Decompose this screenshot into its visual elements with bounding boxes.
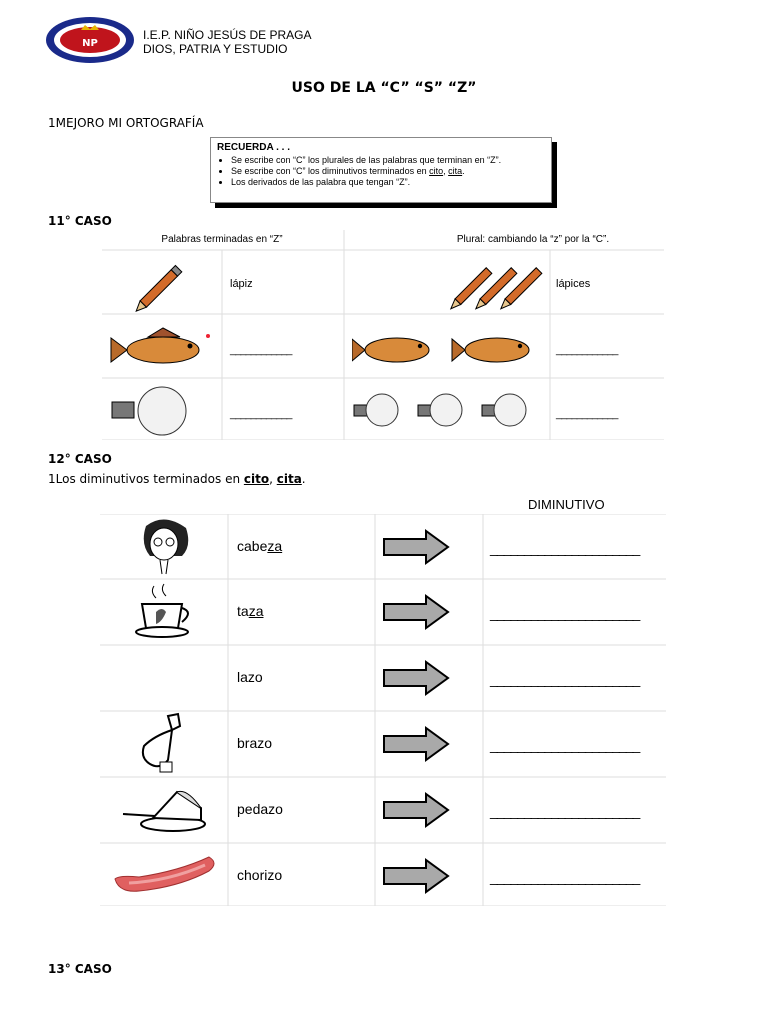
- singular-word: lápiz: [230, 278, 253, 290]
- recuerda-item: • Se escribe con “C” los plurales de las palabras que terminan en “Z”.: [231, 155, 545, 166]
- diminutive-row: [100, 579, 666, 643]
- plural-blank: ____________: [556, 408, 618, 420]
- diminutive-blank[interactable]: ______________________: [490, 540, 640, 556]
- arrow-right-icon: [382, 529, 450, 569]
- school-motto: DIOS, PATRIA Y ESTUDIO: [143, 42, 288, 56]
- base-word: lazo: [237, 669, 263, 685]
- woman-head-icon: [104, 516, 224, 576]
- diminutive-blank[interactable]: ______________________: [490, 671, 640, 687]
- base-word: chorizo: [237, 867, 283, 883]
- arm-icon: [104, 713, 224, 773]
- arrow-right-icon: [382, 726, 450, 766]
- diminutive-row: [100, 843, 666, 907]
- section-intro: 1MEJORO MI ORTOGRAFÍA: [48, 116, 204, 130]
- svg-text:NP: NP: [82, 38, 98, 49]
- base-word: taza: [237, 603, 264, 619]
- pencils-icon: [447, 254, 547, 318]
- arrow-right-icon: [382, 858, 450, 898]
- base-word: cabeza: [237, 538, 283, 554]
- arrow-right-icon: [382, 660, 450, 700]
- caso1-heading: 11° CASO: [48, 214, 112, 228]
- singular-blank: ____________: [230, 408, 292, 420]
- base-word: pedazo: [237, 801, 283, 817]
- fishes-icon: [352, 326, 542, 374]
- school-logo: [45, 16, 135, 64]
- diminutive-blank[interactable]: ______________________: [490, 737, 640, 753]
- diminutivo-header: DIMINUTIVO: [528, 497, 605, 512]
- cake-slice-icon: [104, 779, 224, 839]
- diminutive-table: [100, 514, 666, 906]
- singular-blank: ____________: [230, 344, 292, 356]
- diminutive-row: [100, 645, 666, 709]
- diminutive-blank[interactable]: ______________________: [490, 803, 640, 819]
- coffee-cup-icon: [104, 581, 224, 641]
- caso2-heading: 12° CASO: [48, 452, 112, 466]
- light-bulbs-icon: [352, 390, 542, 436]
- diminutive-blank[interactable]: ______________________: [490, 605, 640, 621]
- col-header-singular: Palabras terminadas en “Z”: [161, 234, 283, 245]
- plural-word: lápices: [556, 278, 591, 290]
- diminutive-blank[interactable]: ______________________: [490, 869, 640, 885]
- school-header: [143, 28, 312, 56]
- page-title: USO DE LA “C” “S” “Z”: [291, 80, 477, 96]
- recuerda-box: [210, 137, 552, 203]
- arrow-right-icon: [382, 792, 450, 832]
- school-name: I.E.P. NIÑO JESÚS DE PRAGA: [143, 28, 312, 42]
- pencil-icon: [132, 258, 192, 317]
- recuerda-item: • Se escribe con “C” los diminutivos terminados en cito, cita.: [231, 166, 545, 177]
- caso3-heading: 13° CASO: [48, 962, 112, 976]
- recuerda-item: • Los derivados de las palabra que tengan “Z”.: [231, 177, 545, 188]
- arrow-right-icon: [382, 594, 450, 634]
- base-word: brazo: [237, 735, 273, 751]
- light-bulb-icon: [110, 384, 190, 442]
- recuerda-heading: RECUERDA . . .: [217, 142, 290, 153]
- fish-icon: [108, 326, 218, 374]
- col-header-plural: Plural: cambiando la “z” por la “C”.: [456, 234, 610, 245]
- plural-table: [102, 230, 664, 440]
- caso2-subtitle: 1Los diminutivos terminados en cito, cita.: [48, 472, 306, 486]
- plural-blank: ____________: [556, 344, 618, 356]
- sausage-icon: [104, 845, 224, 905]
- diminutive-row: [100, 711, 666, 775]
- diminutive-row: [100, 514, 666, 578]
- recuerda-list: [217, 155, 545, 188]
- diminutive-row: [100, 777, 666, 841]
